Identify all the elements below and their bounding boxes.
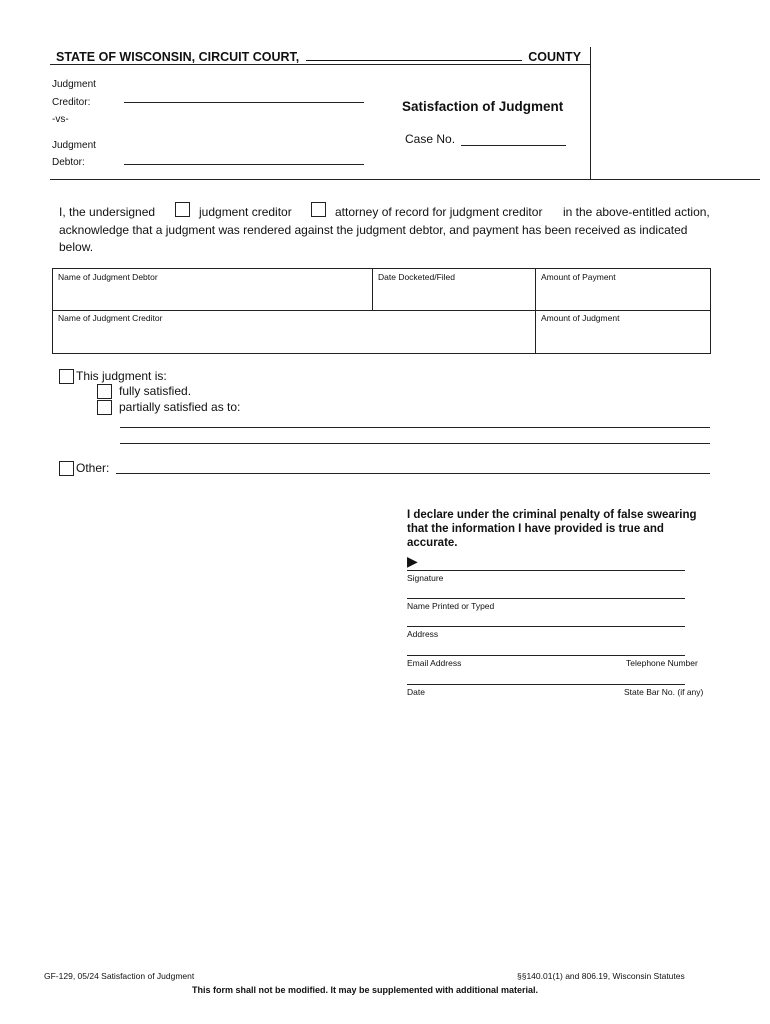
amount-judgment-cell[interactable]: Amount of Judgment — [541, 313, 620, 323]
creditor-label-line1: Judgment — [52, 79, 96, 90]
other-label: Other: — [76, 461, 110, 475]
other-checkbox[interactable] — [59, 461, 74, 476]
creditor-name-cell[interactable]: Name of Judgment Creditor — [58, 313, 163, 323]
judgment-status-checkbox[interactable] — [59, 369, 74, 384]
form-title: Satisfaction of Judgment — [402, 99, 564, 114]
versus-label: -vs- — [52, 114, 69, 125]
caption-divider — [590, 47, 591, 180]
court-header — [56, 47, 581, 64]
debtor-label — [52, 137, 96, 171]
declaration-line2: that the information I have provided is true and — [407, 523, 664, 535]
signature-field[interactable] — [407, 570, 685, 571]
attorney-option: attorney of record for judgment creditor — [335, 205, 543, 219]
creditor-name-field[interactable] — [124, 102, 364, 103]
table-col-divider-2 — [535, 268, 536, 353]
intro-line1 — [59, 205, 155, 219]
debtor-name-cell[interactable]: Name of Judgment Debtor — [58, 272, 158, 282]
address-field[interactable] — [407, 626, 685, 627]
modification-notice: This form shall not be modified. It may be supplemented with additional material. — [192, 985, 539, 995]
county-label: COUNTY — [528, 50, 582, 64]
fully-satisfied-label: fully satisfied. — [119, 384, 192, 398]
court-header-label: STATE OF WISCONSIN, CIRCUIT COURT, — [56, 50, 300, 64]
statutes-reference: §§140.01(1) and 806.19, Wisconsin Statutes — [517, 971, 685, 981]
intro-prefix: I, the undersigned — [59, 205, 156, 219]
address-label: Address — [407, 629, 439, 639]
county-name-field[interactable] — [306, 47, 522, 61]
debtor-label-line2: Debtor: — [52, 157, 85, 168]
signature-label: Signature — [407, 573, 444, 583]
date-field[interactable] — [407, 684, 685, 685]
table-row-divider — [52, 310, 710, 311]
declaration-text — [407, 508, 697, 550]
declaration-line1: I declare under the criminal penalty of false swearing — [407, 509, 697, 521]
judgment-creditor-checkbox[interactable] — [175, 202, 190, 217]
caption-bottom-rule — [50, 179, 760, 180]
declaration-line3: accurate. — [407, 537, 458, 549]
email-field[interactable] — [407, 655, 685, 656]
judgment-status-label: This judgment is: — [76, 369, 167, 383]
other-detail-line[interactable] — [116, 473, 710, 474]
name-printed-label: Name Printed or Typed — [407, 601, 495, 611]
date-docketed-cell[interactable]: Date Docketed/Filed — [378, 272, 456, 282]
date-label: Date — [407, 687, 425, 697]
state-bar-label: State Bar No. (if any) — [624, 687, 704, 697]
partially-satisfied-checkbox[interactable] — [97, 400, 112, 415]
fully-satisfied-checkbox[interactable] — [97, 384, 112, 399]
sign-here-arrow-icon: ▶ — [407, 553, 418, 569]
debtor-label-line1: Judgment — [52, 140, 96, 151]
telephone-label: Telephone Number — [626, 658, 698, 668]
partial-detail-line-1[interactable] — [120, 427, 710, 428]
case-number-field[interactable] — [461, 145, 566, 146]
attorney-checkbox[interactable] — [311, 202, 326, 217]
partial-detail-line-2[interactable] — [120, 443, 710, 444]
header-rule — [50, 64, 590, 65]
intro-line3: below. — [59, 240, 94, 254]
debtor-name-field[interactable] — [124, 164, 364, 165]
form-id: GF-129, 05/24 Satisfaction of Judgment — [44, 971, 195, 981]
creditor-label — [52, 76, 96, 112]
partially-satisfied-label: partially satisfied as to: — [119, 400, 241, 414]
intro-suffix: in the above-entitled action, — [563, 205, 710, 219]
amount-payment-cell[interactable]: Amount of Payment — [541, 272, 616, 282]
creditor-label-line2: Creditor: — [52, 97, 91, 108]
case-number-label: Case No. — [405, 132, 456, 146]
name-printed-field[interactable] — [407, 598, 685, 599]
judgment-creditor-option: judgment creditor — [199, 205, 292, 219]
table-col-divider-1 — [372, 268, 373, 310]
email-label: Email Address — [407, 658, 462, 668]
intro-line2: acknowledge that a judgment was rendered against the judgment debtor, and payment has been received as indicated — [59, 223, 688, 237]
